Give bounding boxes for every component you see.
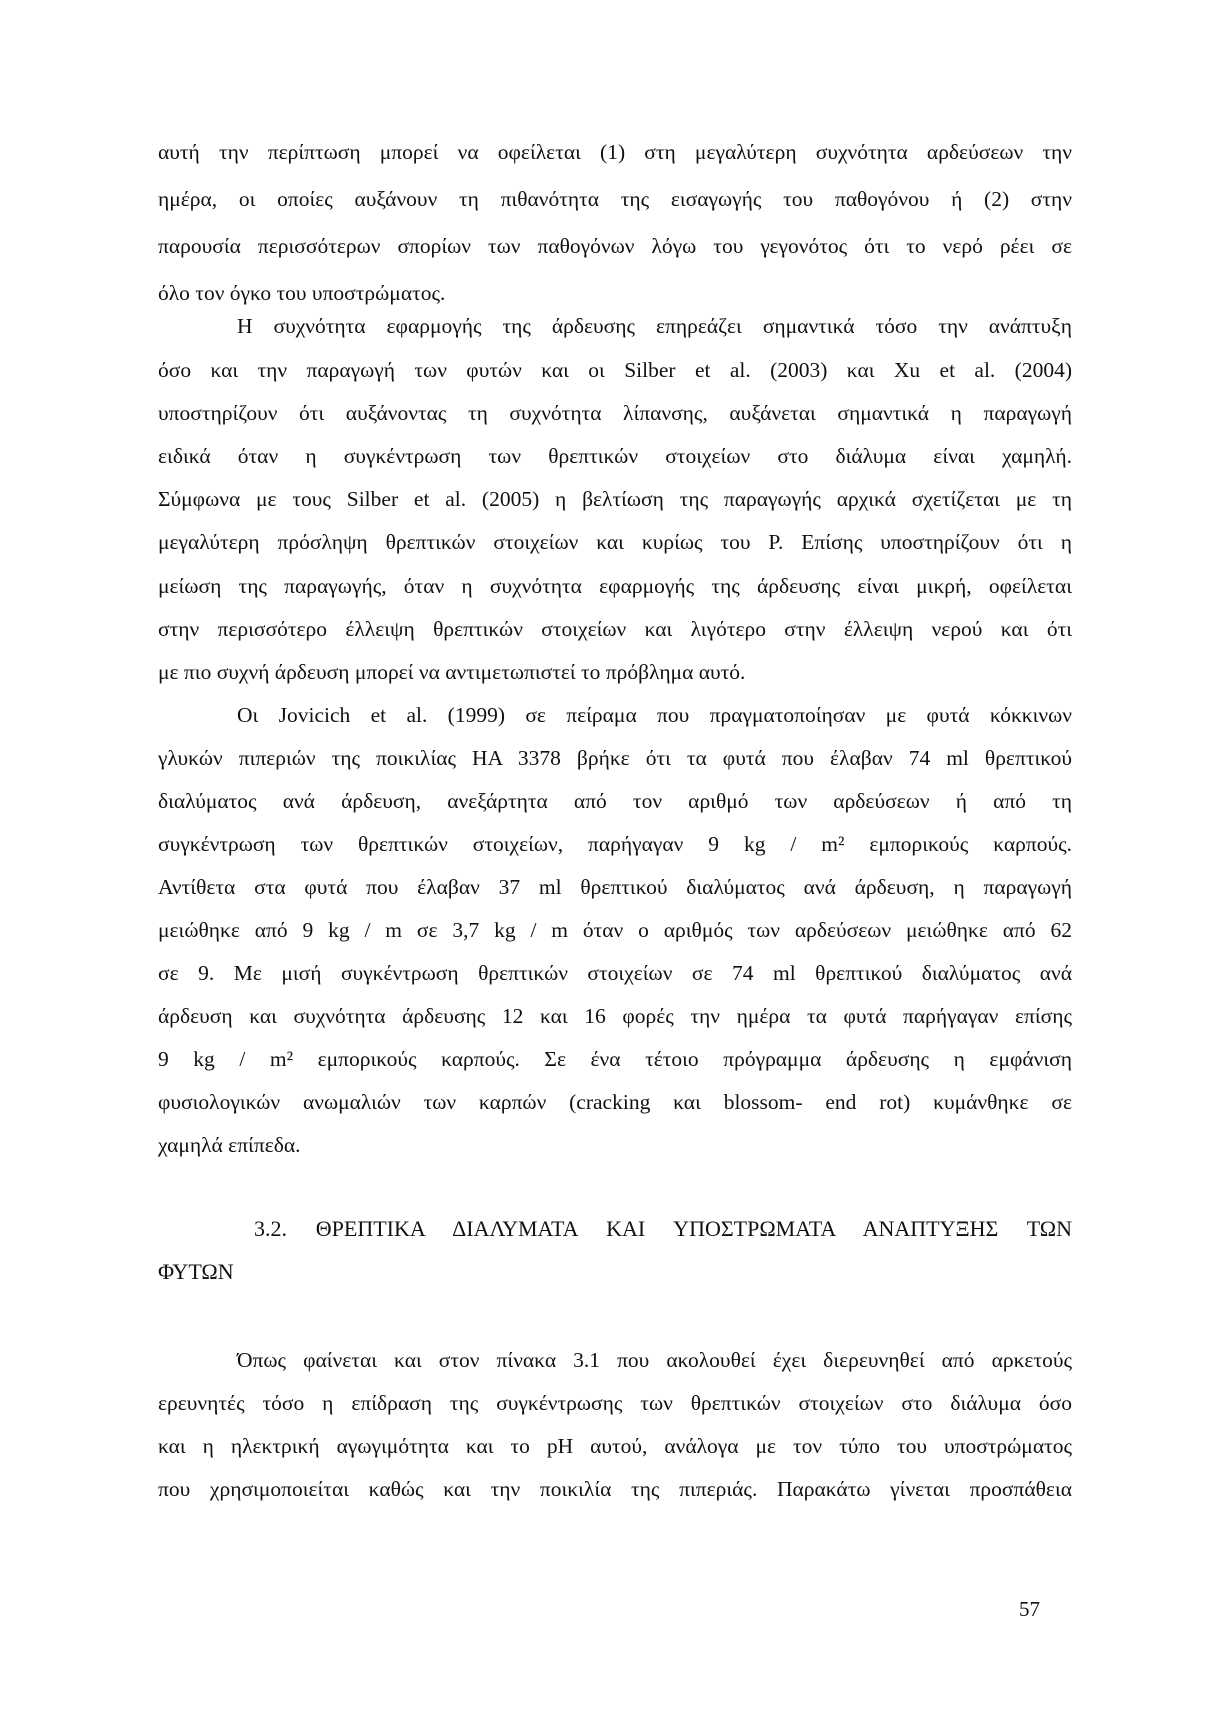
section-heading-line-2: ΦΥΤΩΝ — [158, 1259, 234, 1284]
text-line: ειδικά όταν η συγκέντρωση των θρεπτικών στοιχείων στο διάλυμα είναι χαμηλή. — [158, 444, 1072, 468]
text-line: διαλύματος ανά άρδευση, ανεξάρτητα από τον αριθμό των αρδεύσεων ή από τη — [158, 789, 1072, 813]
text-line: συγκέντρωση των θρεπτικών στοιχείων, παρήγαγαν 9 kg / m² εμπορικούς καρπούς. — [158, 832, 1072, 856]
text-line: Η συχνότητα εφαρμογής της άρδευσης επηρεάζει σημαντικά τόσο την ανάπτυξη — [237, 314, 1072, 338]
text-line: άρδευση και συχνότητα άρδευσης 12 και 16 φορές την ημέρα τα φυτά παρήγαγαν επίσης — [158, 1004, 1072, 1028]
text-line: όλο τον όγκο του υποστρώματος. — [158, 281, 446, 305]
text-line: Αντίθετα στα φυτά που έλαβαν 37 ml θρεπτικού διαλύματος ανά άρδευση, η παραγωγή — [158, 875, 1072, 899]
text-line: 9 kg / m² εμπορικούς καρπούς. Σε ένα τέτοιο πρόγραμμα άρδευσης η εμφάνιση — [158, 1047, 1072, 1071]
text-line: ημέρα, οι οποίες αυξάνουν τη πιθανότητα της εισαγωγής του παθογόνου ή (2) στην — [158, 187, 1072, 211]
text-line: χαμηλά επίπεδα. — [158, 1133, 301, 1157]
text-line: στην περισσότερο έλλειψη θρεπτικών στοιχείων και λιγότερο στην έλλειψη νερού και ότι — [158, 617, 1072, 641]
text-line: σε 9. Με μισή συγκέντρωση θρεπτικών στοιχείων σε 74 ml θρεπτικού διαλύματος ανά — [158, 961, 1072, 985]
page-number: 57 — [1019, 1597, 1040, 1621]
text-line: Οι Jovicich et al. (1999) σε πείραμα που πραγματοποίησαν με φυτά κόκκινων — [237, 703, 1072, 727]
text-line: και η ηλεκτρική αγωγιμότητα και το pH αυτού, ανάλογα με τον τύπο του υποστρώματος — [158, 1434, 1072, 1458]
text-line: αυτή την περίπτωση μπορεί να οφείλεται (1) στη μεγαλύτερη συχνότητα αρδεύσεων την — [158, 140, 1072, 164]
text-line: γλυκών πιπεριών της ποικιλίας HA 3378 βρήκε ότι τα φυτά που έλαβαν 74 ml θρεπτικού — [158, 746, 1072, 770]
text-line: Όπως φαίνεται και στον πίνακα 3.1 που ακολουθεί έχει διερευνηθεί από αρκετούς — [237, 1348, 1072, 1372]
text-line: Σύμφωνα με τους Silber et al. (2005) η βελτίωση της παραγωγής αρχικά σχετίζεται με τη — [158, 487, 1072, 511]
text-line: φυσιολογικών ανωμαλιών των καρπών (cracking και blossom- end rot) κυμάνθηκε σε — [158, 1090, 1072, 1114]
section-heading-line-1: 3.2. ΘΡΕΠΤΙΚΑ ΔΙΑΛΥΜΑΤΑ ΚΑΙ ΥΠΟΣΤΡΩΜΑΤΑ ΑΝΑΠΤΥΞΗΣ ΤΩΝ — [254, 1216, 1072, 1241]
text-line: μειώθηκε από 9 kg / m σε 3,7 kg / m όταν ο αριθμός των αρδεύσεων μειώθηκε από 62 — [158, 918, 1072, 942]
text-line: όσο και την παραγωγή των φυτών και οι Silber et al. (2003) και Xu et al. (2004) — [158, 358, 1072, 382]
text-line: παρουσία περισσότερων σπορίων των παθογόνων λόγω του γεγονότος ότι το νερό ρέει σε — [158, 234, 1072, 258]
text-line: με πιο συχνή άρδευση μπορεί να αντιμετωπιστεί το πρόβλημα αυτό. — [158, 660, 746, 684]
text-line: μείωση της παραγωγής, όταν η συχνότητα εφαρμογής της άρδευσης είναι μικρή, οφείλεται — [158, 574, 1072, 598]
text-line: μεγαλύτερη πρόσληψη θρεπτικών στοιχείων και κυρίως του P. Επίσης υποστηρίζουν ότι η — [158, 530, 1072, 554]
text-line: ερευνητές τόσο η επίδραση της συγκέντρωσης των θρεπτικών στοιχείων στο διάλυμα όσο — [158, 1391, 1072, 1415]
text-line: που χρησιμοποιείται καθώς και την ποικιλία της πιπεριάς. Παρακάτω γίνεται προσπάθεια — [158, 1477, 1072, 1501]
text-line: υποστηρίζουν ότι αυξάνοντας τη συχνότητα λίπανσης, αυξάνεται σημαντικά η παραγωγή — [158, 401, 1072, 425]
